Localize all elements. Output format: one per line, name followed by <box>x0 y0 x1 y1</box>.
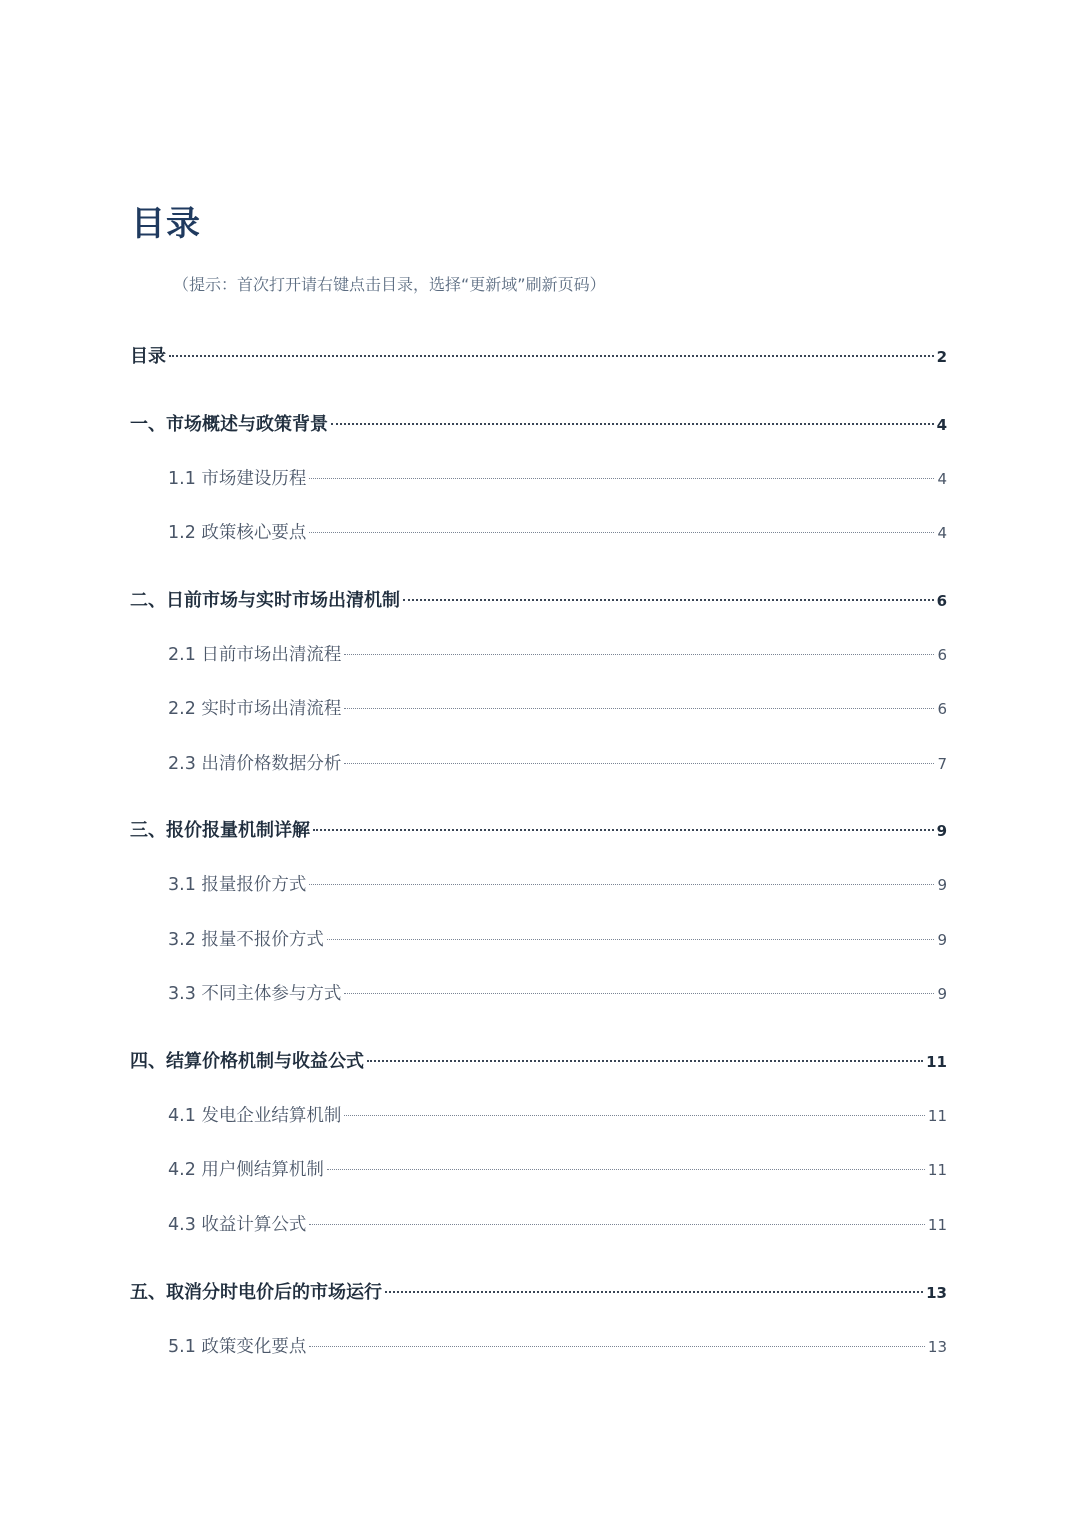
toc-entry-label: 四、结算价格机制与收益公式 <box>130 1051 364 1072</box>
toc-dot-leader <box>313 829 934 831</box>
toc-dot-leader <box>344 1115 925 1116</box>
toc-dot-leader <box>309 1346 925 1347</box>
toc-page-number: 9 <box>936 822 947 840</box>
toc-entry-label: 4.3 收益计算公式 <box>168 1215 307 1235</box>
toc-dot-leader <box>169 355 934 357</box>
toc-page-number: 13 <box>927 1338 947 1356</box>
toc-entry-label: 五、取消分时电价后的市场运行 <box>130 1282 382 1303</box>
toc-page-number: 4 <box>937 470 947 488</box>
toc-dot-leader <box>309 1224 925 1225</box>
toc-page-number: 9 <box>937 931 947 949</box>
toc-entry-label: 2.3 出清价格数据分析 <box>168 754 342 774</box>
toc-entry-section[interactable] <box>130 345 947 369</box>
toc-entry-label: 二、日前市场与实时市场出清机制 <box>130 590 400 611</box>
toc-entry-subsection[interactable] <box>168 1335 947 1359</box>
toc-page-number: 11 <box>927 1107 947 1125</box>
toc-entry-label: 目录 <box>130 346 166 367</box>
toc-title: 目录 <box>131 204 201 244</box>
toc-entry-subsection[interactable] <box>168 1104 947 1128</box>
toc-entry-subsection[interactable] <box>168 697 947 721</box>
toc-hint: （提示：首次打开请右键点击目录，选择“更新域”刷新页码） <box>173 275 606 294</box>
toc-page-number: 2 <box>936 348 947 366</box>
toc-entry-section[interactable] <box>130 1281 947 1305</box>
toc-page-number: 4 <box>936 416 947 434</box>
toc-entry-subsection[interactable] <box>168 467 947 491</box>
toc-entry-label: 4.1 发电企业结算机制 <box>168 1106 342 1126</box>
toc-dot-leader <box>344 654 934 655</box>
toc-dot-leader <box>385 1291 923 1293</box>
toc-page-number: 6 <box>936 592 947 610</box>
toc-page-number: 11 <box>927 1161 947 1179</box>
toc-entry-label: 三、报价报量机制详解 <box>130 820 310 841</box>
toc-entry-label: 2.2 实时市场出清流程 <box>168 699 342 719</box>
toc-page-number: 7 <box>937 755 947 773</box>
toc-entry-label: 4.2 用户侧结算机制 <box>168 1160 324 1180</box>
toc-page-number: 11 <box>927 1216 947 1234</box>
toc-dot-leader <box>331 423 934 425</box>
toc-dot-leader <box>327 1169 925 1170</box>
toc-entry-label: 一、市场概述与政策背景 <box>130 414 328 435</box>
toc-page-number: 6 <box>937 700 947 718</box>
toc-page-number: 11 <box>926 1053 947 1071</box>
toc-entry-subsection[interactable] <box>168 873 947 897</box>
toc-page-number: 13 <box>926 1284 947 1302</box>
toc-entry-label: 5.1 政策变化要点 <box>168 1337 307 1357</box>
toc-entry-subsection[interactable] <box>168 982 947 1006</box>
toc-entry-label: 3.2 报量不报价方式 <box>168 930 324 950</box>
toc-entry-subsection[interactable] <box>168 928 947 952</box>
toc-entry-section[interactable] <box>130 1050 947 1074</box>
toc-dot-leader <box>367 1060 923 1062</box>
toc-page-number: 9 <box>937 985 947 1003</box>
toc-entry-subsection[interactable] <box>168 643 947 667</box>
toc-entry-section[interactable] <box>130 819 947 843</box>
toc-dot-leader <box>309 884 934 885</box>
toc-dot-leader <box>403 599 934 601</box>
toc-dot-leader <box>327 939 935 940</box>
toc-entry-subsection[interactable] <box>168 1158 947 1182</box>
toc-dot-leader <box>309 532 934 533</box>
toc-entry-section[interactable] <box>130 413 947 437</box>
toc-entry-subsection[interactable] <box>168 752 947 776</box>
toc-dot-leader <box>309 478 934 479</box>
toc-entry-subsection[interactable] <box>168 1213 947 1237</box>
toc-dot-leader <box>344 763 934 764</box>
toc-entry-label: 1.1 市场建设历程 <box>168 469 307 489</box>
toc-dot-leader <box>344 708 934 709</box>
toc-entry-label: 1.2 政策核心要点 <box>168 523 307 543</box>
toc-dot-leader <box>344 993 934 994</box>
toc-page-number: 6 <box>937 646 947 664</box>
toc-entry-label: 3.1 报量报价方式 <box>168 875 307 895</box>
toc-entry-subsection[interactable] <box>168 521 947 545</box>
toc-page-number: 4 <box>937 524 947 542</box>
toc-entry-label: 3.3 不同主体参与方式 <box>168 984 342 1004</box>
toc-entry-section[interactable] <box>130 589 947 613</box>
toc-entry-label: 2.1 日前市场出清流程 <box>168 645 342 665</box>
toc-page-number: 9 <box>937 876 947 894</box>
toc-list <box>130 0 947 1527</box>
